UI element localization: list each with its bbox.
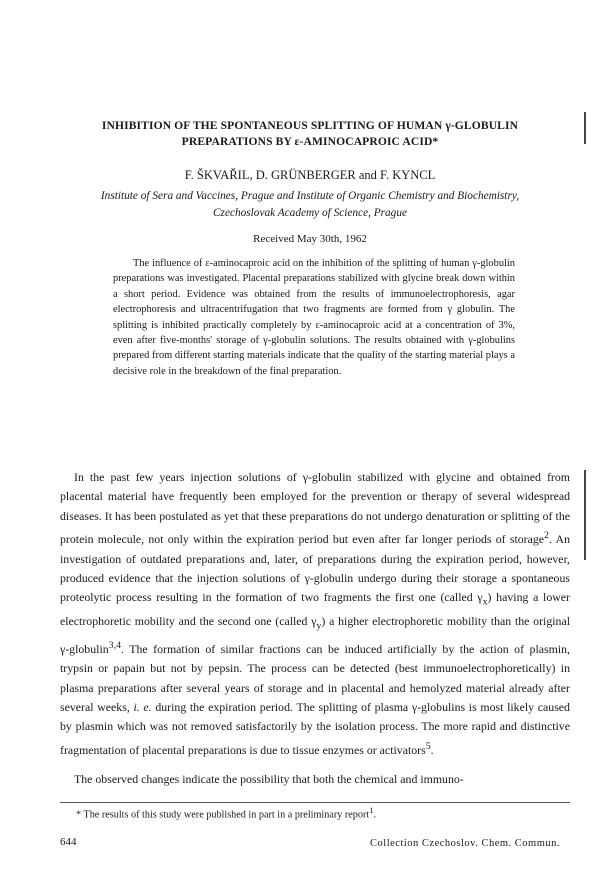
paragraph-text: during the expiration period. The splitting of plasma γ-globulins is most likely caused by plasmin which was not removed satisfactorily by the isolation process. The more rapid and distinctive fragmentation of placental preparations is due to tissue enzymes or activators	[60, 700, 570, 757]
paragraph-text: . An investigation of outdated preparations and, later, of preparations during the expiration period, however, produced evidence that the injection solutions of γ-globulin undergo during their storage a spontaneous proteolytic process resulting in the formation of two fragments the first one (called γ	[60, 532, 570, 605]
paragraph-text: .	[430, 742, 434, 757]
authors: F. ŠKVAŘIL, D. GRÜNBERGER and F. KYNCL	[184, 168, 436, 182]
page-number: 644	[60, 836, 77, 848]
article-title-line-2: PREPARATIONS BY ε-AMINOCAPROIC ACID*	[181, 135, 439, 148]
footnote-divider	[60, 802, 570, 803]
affiliation	[40, 188, 580, 222]
affiliation-line-1: Institute of Sera and Vaccines, Prague and Institute of Organic Chemistry and Biochemistry,	[100, 190, 520, 202]
paragraph-text: . The formation of similar fractions can be induced artificially by the action of plasmin, trypsin or papain but not by pepsin. The process can be detected (best immunoelectrophoretically) in plasma preparations after several years of storage and in placental and hemolyzed material already after several weeks,	[60, 641, 570, 715]
citation-ref: 3,4	[108, 639, 121, 651]
citation-ref: 2	[544, 530, 549, 542]
body-paragraph-1	[60, 468, 570, 760]
affiliation-line-2: Czechoslovak Academy of Science, Prague	[213, 207, 407, 219]
footnote-mark: *	[76, 809, 82, 821]
margin-mark	[584, 470, 586, 560]
received-date: Received May 30th, 1962	[253, 233, 367, 245]
subscript: x	[482, 596, 488, 608]
citation-ref: 5	[425, 740, 431, 752]
abstract: The influence of ε-aminocaproic acid on the inhibition of the splitting of human γ-globulin preparations was investigated. Placental preparations stabilized with glycine break down within a short period. Evidence was obtained from the results of immunoelectrophoresis, agar electrophoresis and ultracentrifugation that two fragments are formed from γ globulin. The splitting is inhibited practically completely by ε-aminocaproic acid at a concentration of 3%, even after five-months' storage of γ-globulin solutions. The results obtained with γ-globulins prepared from different starting materials indicate that the quality of the starting material plays a decisive role in the breakdown of the final preparation.	[113, 258, 515, 377]
body-paragraph-2: The observed changes indicate the possibility that both the chemical and immuno-	[74, 772, 464, 786]
article-title-line-1: INHIBITION OF THE SPONTANEOUS SPLITTING OF HUMAN γ-GLOBULIN	[101, 119, 519, 132]
paragraph-text: In the past few years injection solutions of γ-globulin stabilized with glycine and obtained from placental material have frequently been employed for the prevention or therapy of several widespread diseases. It has been postulated as yet that these preparations do not undergo denaturation or splitting of the protein molecule, not only within the expiration period but even after far longer periods of storage	[60, 470, 570, 547]
footnote-end: .	[373, 809, 377, 821]
journal-name: Collection Czechoslov. Chem. Commun.	[370, 838, 560, 849]
footnote-text: The results of this study were published in part in a preliminary report	[83, 809, 370, 821]
paragraph-text: ) having a lower electrophoretic mobility and the second one (called γ	[60, 590, 570, 629]
citation-ref: 1	[369, 805, 374, 815]
subscript: y	[316, 620, 322, 632]
italic-abbrev: i. e.	[133, 700, 152, 715]
margin-mark	[584, 112, 586, 144]
article-title	[40, 118, 580, 150]
paragraph-text: ) a higher electrophoretic mobility than the original γ-globulin	[60, 614, 571, 656]
footnote	[76, 805, 570, 820]
